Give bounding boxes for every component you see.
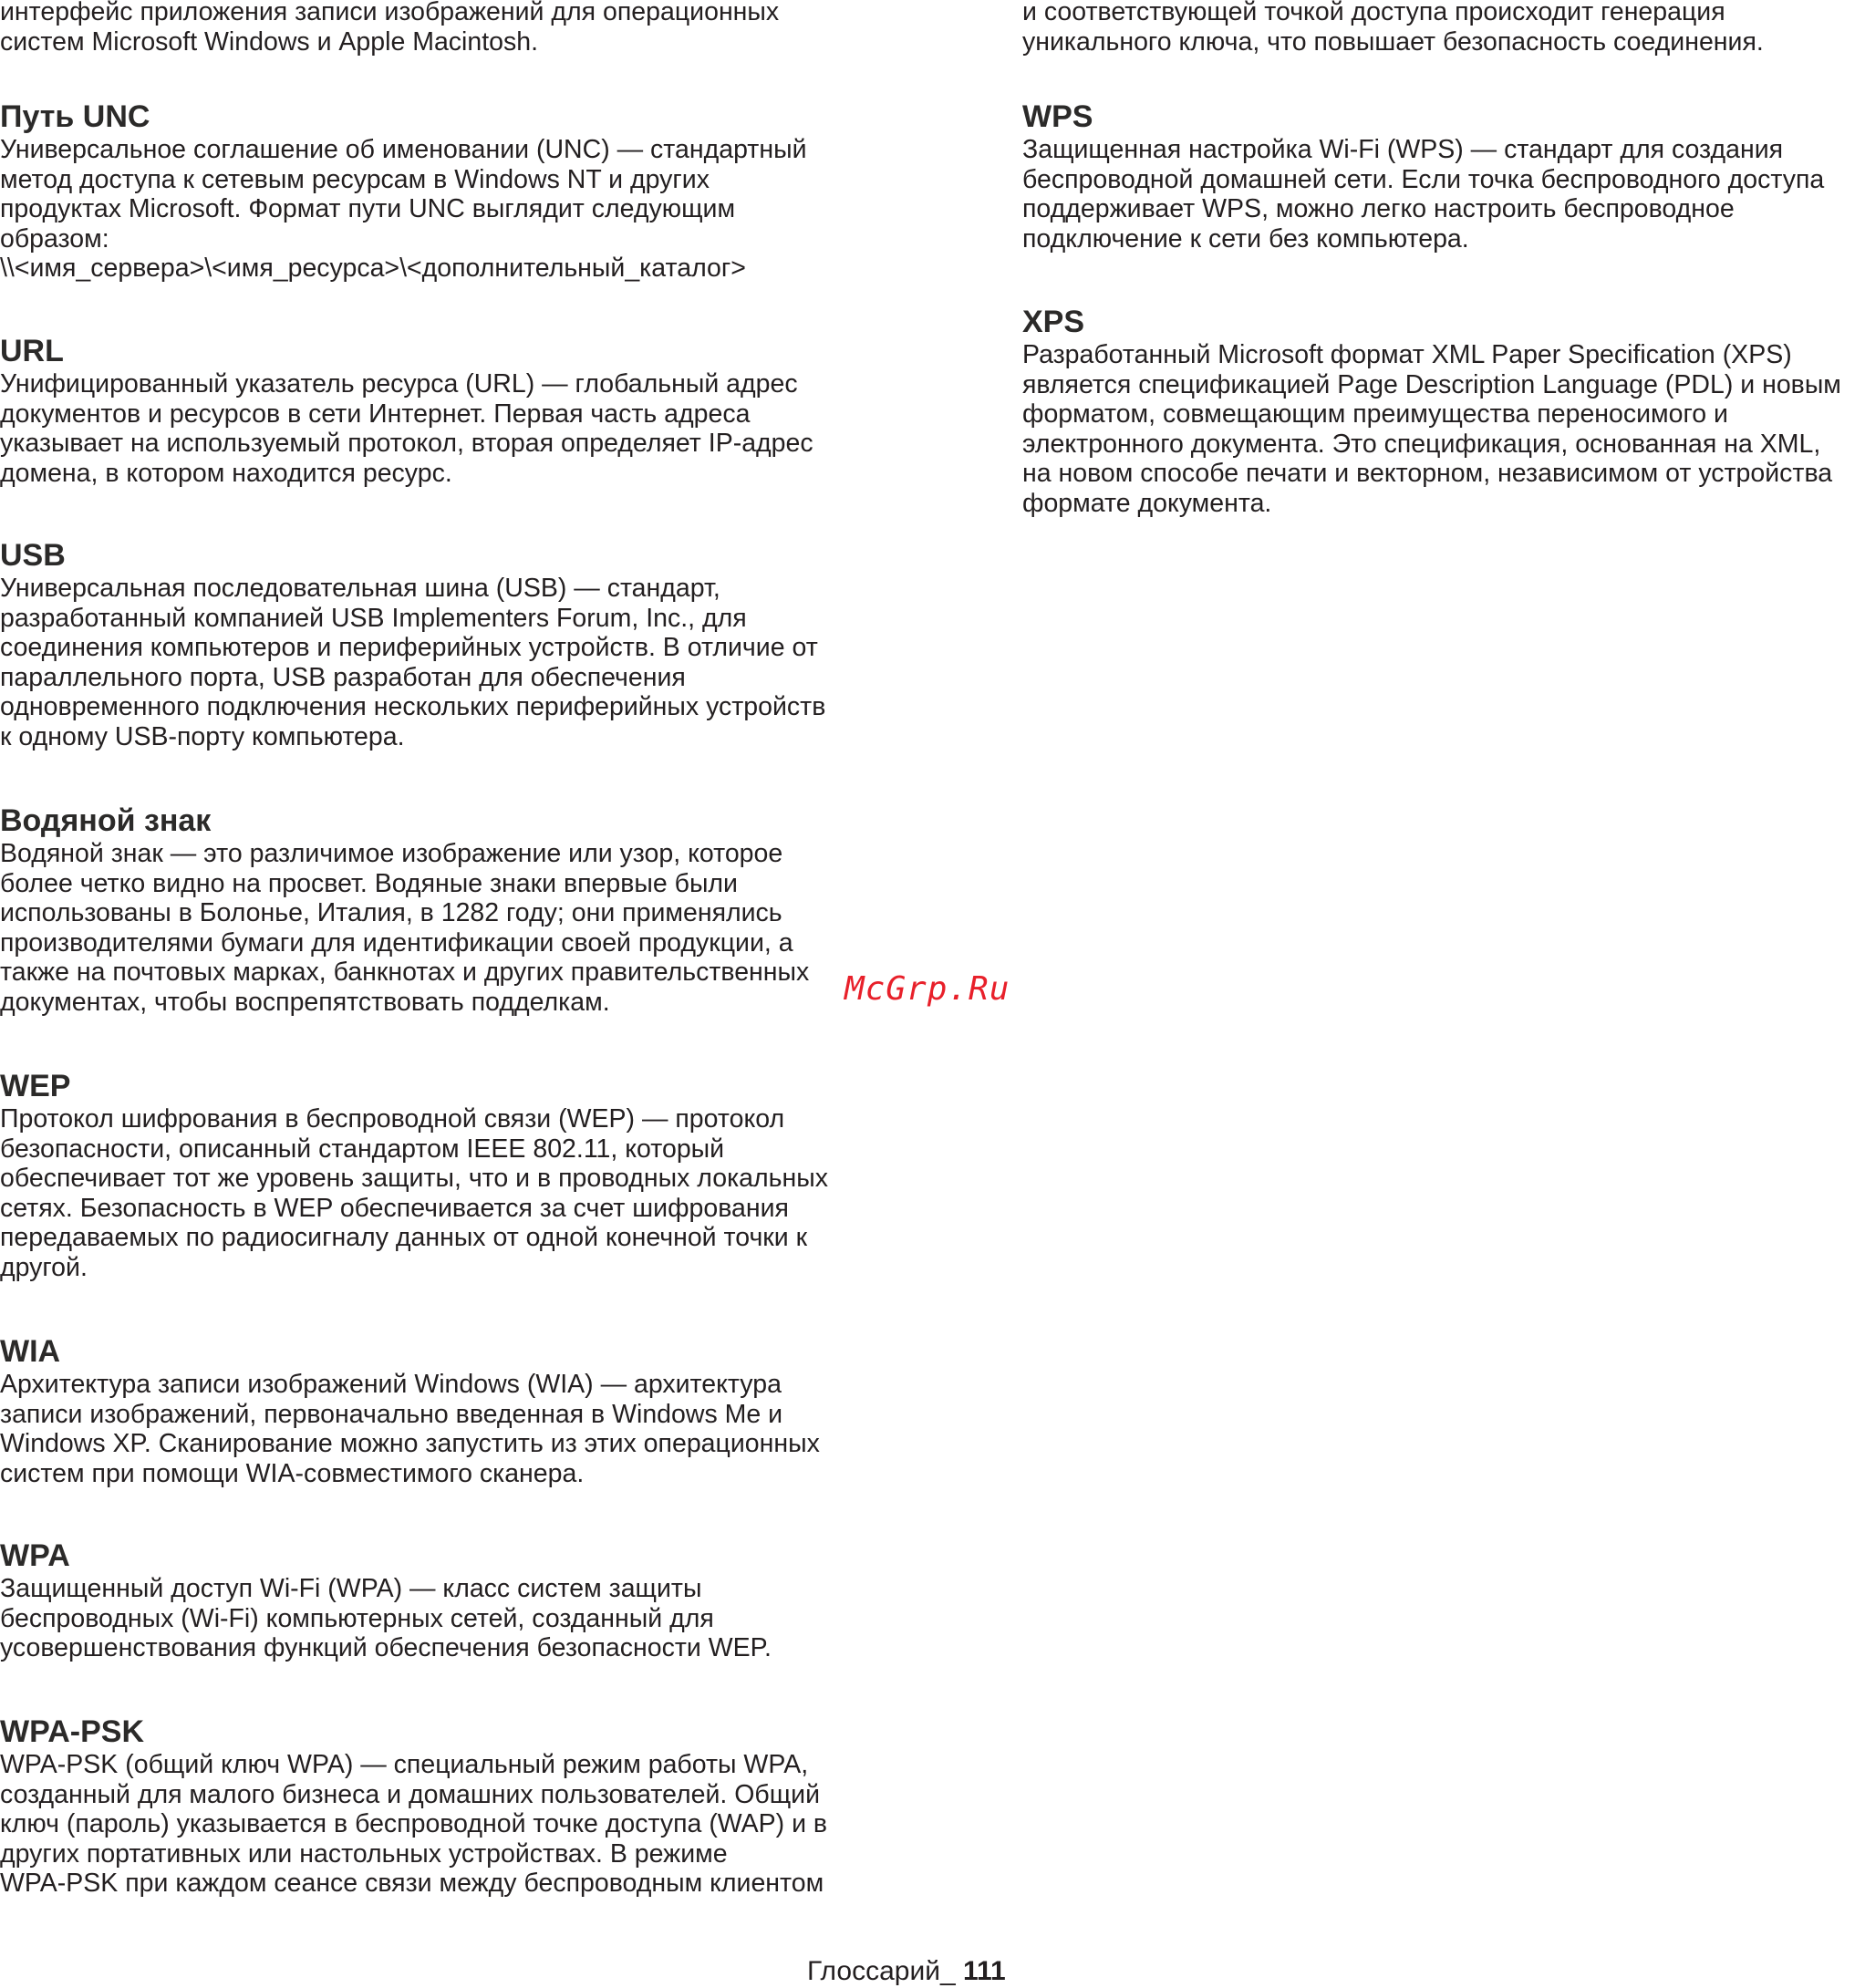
site-watermark: McGrp.Ru xyxy=(844,970,1010,1008)
definition-text xyxy=(0,1574,876,1663)
definition-text xyxy=(0,839,876,1018)
text-line: WPA-PSK при каждом сеансе связи между беспроводным клиентом xyxy=(0,1869,824,1899)
text-line: указывает на используемый протокол, вторая определяет IP-адрес xyxy=(0,429,813,459)
glossary-term: WPS xyxy=(1022,99,1093,134)
text-line: форматом, совмещающим преимущества переносимого и xyxy=(1022,399,1728,430)
glossary-term: XPS xyxy=(1022,305,1085,339)
text-line: является спецификацией Page Description Language (PDL) и новым xyxy=(1022,369,1841,399)
text-line: обеспечивает тот же уровень защиты, что и в проводных локальных xyxy=(0,1164,828,1194)
continued-definition xyxy=(0,0,876,57)
text-line: беспроводных (Wi-Fi) компьютерных сетей, созданный для xyxy=(0,1603,714,1633)
text-line: использованы в Болонье, Италия, в 1282 году; они применялись xyxy=(0,898,782,928)
text-line: одновременного подключения нескольких периферийных устройств xyxy=(0,692,826,722)
text-line: также на почтовых марках, банкнотах и других правительственных xyxy=(0,958,810,988)
glossary-entry-watermark xyxy=(0,802,876,1018)
text-line: на новом способе печати и векторном, независимом от устройства xyxy=(1022,459,1833,489)
text-line: беспроводной домашней сети. Если точка беспроводного доступа xyxy=(1022,164,1825,194)
text-line: Универсальная последовательная шина (USB) — стандарт, xyxy=(0,574,720,603)
text-line: документов и ресурсов в сети Интернет. Первая часть адреса xyxy=(0,399,751,429)
text-line: Защищенная настройка Wi-Fi (WPS) — стандарт для создания xyxy=(1022,135,1784,164)
text-line: записи изображений, первоначально введенная в Windows Me и xyxy=(0,1399,783,1429)
definition-text xyxy=(0,369,876,488)
text-line: Унифицированный указатель ресурса (URL) — глобальный адрес xyxy=(0,369,798,399)
definition-text xyxy=(0,1370,876,1488)
definition-text xyxy=(0,0,876,57)
text-line: WPA-PSK (общий ключ WPA) — специальный режим работы WPA, xyxy=(0,1750,809,1779)
glossary-entry-wep xyxy=(0,1068,876,1283)
glossary-term: WPA xyxy=(0,1538,70,1573)
text-line: электронного документа. Это спецификация, основанная на XML, xyxy=(1022,429,1821,459)
text-line: Разработанный Microsoft формат XML Paper Specification (XPS) xyxy=(1022,340,1792,369)
text-line: Windows XP. Сканирование можно запустить из этих операционных xyxy=(0,1429,820,1459)
text-line: образом: xyxy=(0,223,109,254)
glossary-term: USB xyxy=(0,538,66,573)
glossary-entry-wps xyxy=(1022,98,1865,254)
text-line: и соответствующей точкой доступа происходит генерация xyxy=(1022,0,1725,26)
text-line: формате документа. xyxy=(1022,488,1272,518)
definition-text xyxy=(0,1750,876,1899)
glossary-term: WIA xyxy=(0,1334,61,1369)
glossary-term: Путь UNC xyxy=(0,99,150,134)
text-line: метод доступа к сетевым ресурсам в Windows NT и других xyxy=(0,164,710,194)
text-line: систем Microsoft Windows и Apple Macintosh. xyxy=(0,26,539,57)
text-line: уникального ключа, что повышает безопасность соединения. xyxy=(1022,26,1764,57)
text-line: Архитектура записи изображений Windows (WIA) — архитектура xyxy=(0,1370,782,1399)
text-line: Защищенный доступ Wi-Fi (WPA) — класс систем защиты xyxy=(0,1574,702,1603)
glossary-entry-xps xyxy=(1022,304,1865,519)
definition-text xyxy=(1022,135,1865,254)
text-line: домена, в котором находится ресурс. xyxy=(0,458,452,488)
text-line: передаваемых по радиосигналу данных от одной конечной точки к xyxy=(0,1223,808,1253)
text-line: к одному USB-порту компьютера. xyxy=(0,721,405,751)
text-line: поддерживает WPS, можно легко настроить беспроводное xyxy=(1022,194,1735,224)
text-line: соединения компьютеров и периферийных устройств. В отличие от xyxy=(0,633,818,663)
text-line: параллельного порта, USB разработан для обеспечения xyxy=(0,662,686,692)
text-line: безопасности, описанный стандартом IEEE 802.11, который xyxy=(0,1134,725,1164)
glossary-entry-url xyxy=(0,333,876,488)
text-line: Водяной знак — это различимое изображение или узор, которое xyxy=(0,839,783,868)
definition-text xyxy=(1022,0,1865,57)
text-line: документах, чтобы воспрепятствовать подделкам. xyxy=(0,987,610,1017)
text-line: разработанный компанией USB Implementers Forum, Inc., для xyxy=(0,603,747,633)
definition-text xyxy=(0,574,876,752)
text-line: производителями бумаги для идентификации своей продукции, а xyxy=(0,927,793,958)
definition-text xyxy=(1022,340,1865,519)
text-line: другой. xyxy=(0,1252,88,1282)
text-line: Универсальное соглашение об именовании (UNC) — стандартный xyxy=(0,135,807,164)
page-number: 111 xyxy=(963,1956,1006,1986)
text-line: подключение к сети без компьютера. xyxy=(1022,223,1469,254)
text-line: продуктах Microsoft. Формат пути UNC выглядит следующим xyxy=(0,194,736,224)
glossary-term: Водяной знак xyxy=(0,803,212,838)
glossary-entry-usb xyxy=(0,537,876,752)
continued-definition xyxy=(1022,0,1865,57)
glossary-entry-unc xyxy=(0,98,876,284)
definition-text xyxy=(0,135,876,284)
text-line: более четко видно на просвет. Водяные знаки впервые были xyxy=(0,868,738,898)
glossary-entry-wia xyxy=(0,1333,876,1488)
text-line: \\<имя_сервера>\<имя_ресурса>\<дополнительный_каталог> xyxy=(0,254,746,284)
glossary-term: WEP xyxy=(0,1069,71,1103)
text-line: Протокол шифрования в беспроводной связи (WEP) — протокол xyxy=(0,1104,785,1134)
page-footer xyxy=(807,1955,1006,1988)
text-line: интерфейс приложения записи изображений для операционных xyxy=(0,0,780,26)
glossary-entry-wpa-psk xyxy=(0,1714,876,1899)
glossary-entry-wpa xyxy=(0,1538,876,1663)
glossary-term: URL xyxy=(0,334,64,368)
text-line: ключ (пароль) указывается в беспроводной точке доступа (WAP) и в xyxy=(0,1809,828,1839)
text-line: систем при помощи WIA-совместимого сканера. xyxy=(0,1458,585,1488)
text-line: созданный для малого бизнеса и домашних пользователей. Общий xyxy=(0,1779,821,1809)
glossary-term: WPA-PSK xyxy=(0,1714,145,1749)
footer-section-label: Глоссарий_ xyxy=(807,1956,956,1986)
definition-text xyxy=(0,1104,876,1283)
text-line: сетях. Безопасность в WEP обеспечивается за счет шифрования xyxy=(0,1193,789,1223)
text-line: других портативных или настольных устройствах. В режиме xyxy=(0,1838,728,1869)
text-line: усовершенствования функций обеспечения безопасности WEP. xyxy=(0,1633,772,1663)
